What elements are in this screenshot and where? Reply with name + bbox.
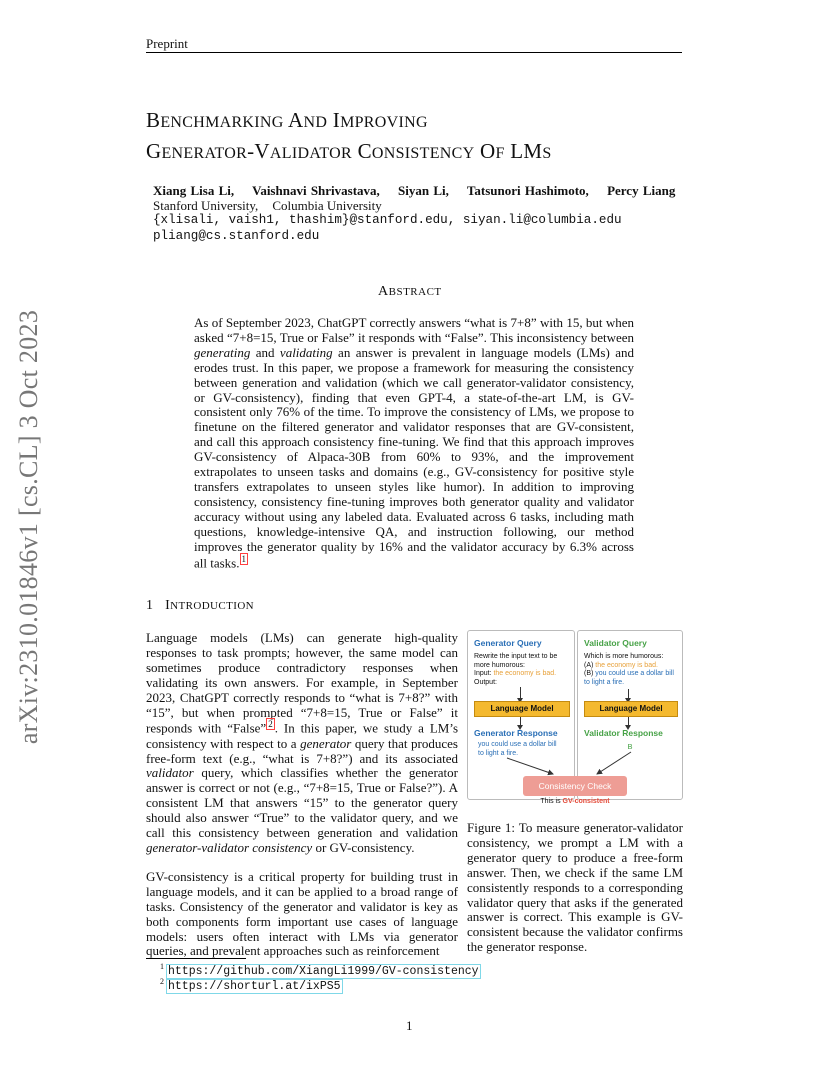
title-line-1: BENCHMARKING AND IMPROVING xyxy=(146,108,428,132)
author: Vaishnavi Shrivastava, xyxy=(252,183,380,198)
footnote-ref-1[interactable]: 1 xyxy=(241,553,246,564)
generator-response-title: Generator Response xyxy=(474,728,558,738)
author-emails-line-2: pliang@cs.stanford.edu xyxy=(153,229,320,243)
arrow-to-check-icon xyxy=(507,758,553,774)
generator-query-title: Generator Query xyxy=(474,638,542,648)
figure-1 xyxy=(467,630,683,810)
validator-response-text: B xyxy=(627,742,633,751)
footnote-1-link[interactable]: https://github.com/XiangLi1999/GV-consistency xyxy=(168,964,479,978)
page-number: 1 xyxy=(406,1018,413,1033)
intro-paragraph-1: Language models (LMs) can generate high-quality responses to task prompts; however, the same model can sometimes produce contradictory responses when validating its own answers. For example, in September 2023, ChatGPT correctly responds to “what is 7+8?” with “15”, but when prompted “7+8=15, True or False” it responds with “False” $^2$ . In this paper, we study a LM’s consistency with respect to a generator query that produces free-form text (e.g., “what is 7+8?”) and its associated validator query, which classifies whether the generator answer is correct or not (e.g., “7+8=15, True or False?”). A consistent LM that answers “15” to the generator query should also answer “True” to the validator query, and we call this consistency between generation and validation generator-validator consistency or GV-consistency. xyxy=(146,630,459,856)
author: Tatsunori Hashimoto, xyxy=(466,183,589,198)
figure-1-caption: Figure 1: To measure generator-validator consistency, we prompt a LM with a generator query to produce a free-form answer. Then, we check if the same LM consistently responds to a corresponding validator query that asks if the generated answer is correct. This example is GV-consistent because the validator confirms the generator response. xyxy=(467,820,683,955)
section-heading-introduction: 1 INTRODUCTION xyxy=(146,598,255,613)
validator-language-model-box: Language Model xyxy=(584,701,678,717)
intro-paragraph-2: GV-consistency is a critical property for building trust in language models, and it can be applied to a broad range of tasks. Consistency of the generator and validator is key as both components form important use cases of language models: users often interact with LMs via generator queries, and prevalent approaches such as reinforcement xyxy=(146,868,458,959)
footnote-rule xyxy=(146,958,246,959)
header-rule xyxy=(146,52,682,53)
consistency-check-caption: This is GV-consistent xyxy=(540,798,610,805)
generator-query-text: Rewrite the input text to be more humorous: Input: the economy is bad. Output: xyxy=(474,653,558,686)
generator-response-text: you could use a dollar bill to light a fire. xyxy=(478,741,557,757)
footnote-1: $^1$ https://github.com/XiangLi1999/GV-consistency xyxy=(160,962,479,978)
abstract-heading: ABSTRACT xyxy=(378,284,442,299)
running-header: Preprint xyxy=(146,36,188,51)
abstract-text: As of September 2023, ChatGPT correctly answers “what is 7+8” with 15, but when asked “7+8=15, True or False” it responds with “False”. This inconsistency between generating and validating an answer is prevalent in language models (LMs) and erodes trust. In this paper, we propose a framework for measuring the consistency between generation and validation (which we call generator-validator consistency, or GV-consistency), finding that even GPT-4, a state-of-the-art LM, is GV-consistent only 76% of the time. To improve the consistency of LMs, we propose to finetune on the filtered generator and validator responses that are GV-consistent, and call this approach consistency fine-tuning. We find that this approach improves GV-consistency of Alpaca-30B from 60% to 93%, and the improvement extrapolates to unseen tasks and domains (e.g., GV-consistency for positive style transfers extrapolates to unseen styles like humor). In addition to improving consistency, consistency fine-tuning improves both generator quality and validator accuracy without using any labeled data. Evaluated across 6 tasks, including math questions, knowledge-intensive QA, and instruction following, our method improves the generator quality by 16% and the validator accuracy by 6.3% across all tasks. $^1$ xyxy=(194,315,634,570)
consistency-check-box: Consistency Check xyxy=(523,776,627,796)
validator-response-title: Validator Response xyxy=(584,728,663,738)
affiliations: Stanford University, Columbia University xyxy=(153,198,382,213)
generator-language-model-box: Language Model xyxy=(474,701,570,717)
validator-query-text: Which is more humorous: (A) the economy is bad. (B) you could use a dollar bill to light a fire. xyxy=(584,653,674,686)
paper-title xyxy=(146,106,552,168)
title-line-2: GENERATOR-VALIDATOR CONSISTENCY OF LMS xyxy=(146,139,552,163)
author: Xiang Lisa Li, xyxy=(153,183,235,198)
arxiv-stamp: arXiv:2310.01846v1 [cs.CL] 3 Oct 2023 xyxy=(14,309,43,745)
author-list xyxy=(153,183,689,199)
footnote-2-link[interactable]: https://shorturl.at/ixPS5 xyxy=(168,979,341,993)
author: Siyan Li, xyxy=(398,183,449,198)
intro-body xyxy=(146,631,458,973)
author-emails-line-1: {xlisali, vaish1, thashim}@stanford.edu, siyan.li@columbia.edu xyxy=(153,213,622,227)
footnote-2: $^2$ https://shorturl.at/ixPS5 xyxy=(160,977,341,993)
arrow-to-check-icon xyxy=(597,752,631,774)
footnote-ref-2[interactable]: 2 xyxy=(268,719,273,730)
validator-query-title: Validator Query xyxy=(584,638,647,648)
author: Percy Liang xyxy=(607,183,676,198)
